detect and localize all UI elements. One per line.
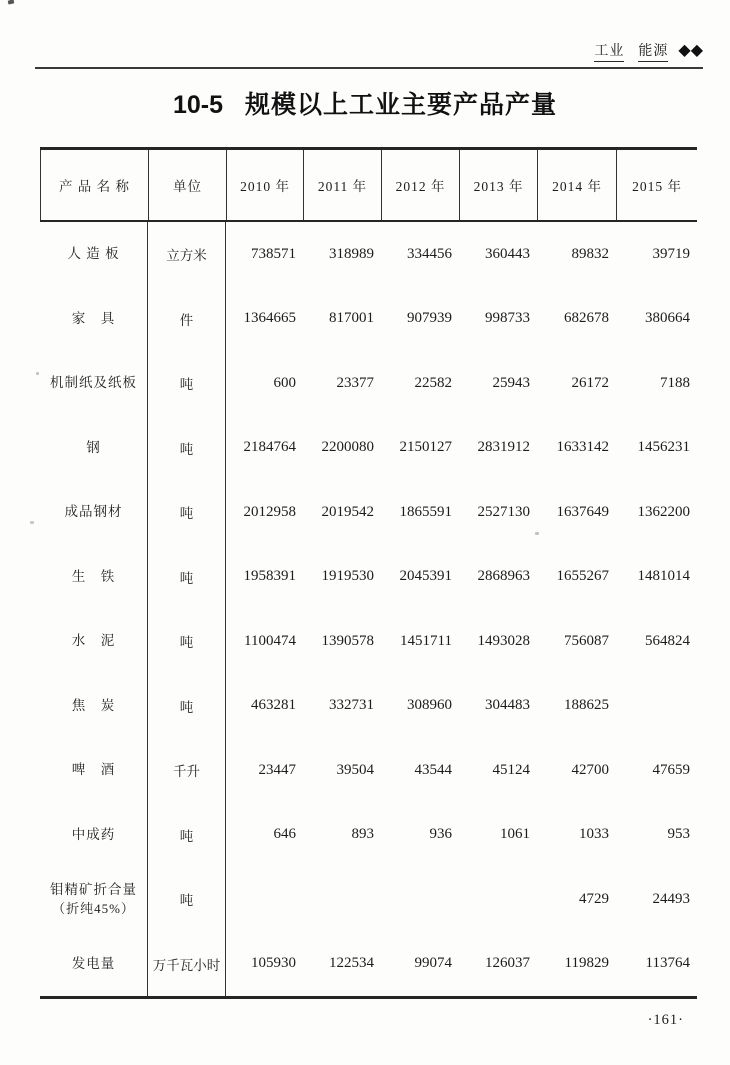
value-cell: 1958391 xyxy=(243,568,296,585)
value-cell: 105930 xyxy=(251,955,296,972)
value-cell: 23377 xyxy=(336,374,374,391)
header-cell-2010: 2010 年 xyxy=(226,150,303,220)
table-header-row xyxy=(40,147,697,222)
product-name-cell: 生 铁 xyxy=(40,545,148,610)
value-cell: 1655267 xyxy=(556,568,609,585)
value-cell: 1481014 xyxy=(637,568,690,585)
table-row xyxy=(40,222,697,287)
unit-cell: 立方米 xyxy=(148,222,226,287)
header-cell-2013: 2013 年 xyxy=(459,150,537,220)
page-number: ·161· xyxy=(647,1012,684,1028)
value-cell: 1919530 xyxy=(321,568,374,585)
value-cell: 308960 xyxy=(407,697,452,714)
product-name-cell: 家 具 xyxy=(40,287,148,352)
value-cell: 1865591 xyxy=(399,503,452,520)
product-name-cell: 中成药 xyxy=(40,803,148,868)
value-cell: 2019542 xyxy=(321,503,374,520)
value-cell: 463281 xyxy=(251,697,296,714)
value-cell: 7188 xyxy=(660,374,690,391)
header-cell-2011: 2011 年 xyxy=(303,150,381,220)
table-row xyxy=(40,932,697,997)
value-cell: 126037 xyxy=(485,955,530,972)
table-row xyxy=(40,738,697,803)
value-cell: 39719 xyxy=(652,245,690,262)
header-cell-2015: 2015 年 xyxy=(616,150,697,220)
scan-speck xyxy=(8,0,15,5)
value-cell: 318989 xyxy=(329,245,374,262)
product-name-cell: 钼精矿折合量 （折纯45%） xyxy=(40,867,148,932)
value-cell: 2184764 xyxy=(243,439,296,456)
table-row xyxy=(40,803,697,868)
unit-cell: 万千瓦小时 xyxy=(148,932,226,997)
unit-cell: 吨 xyxy=(148,867,226,932)
product-name-cell: 水 泥 xyxy=(40,609,148,674)
value-cell: 2831912 xyxy=(477,439,530,456)
header-cell-unit: 单位 xyxy=(148,150,226,220)
value-cell: 998733 xyxy=(485,310,530,327)
value-cell: 304483 xyxy=(485,697,530,714)
product-name-cell: 钢 xyxy=(40,416,148,481)
value-cell: 738571 xyxy=(251,245,296,262)
value-cell: 23447 xyxy=(258,761,296,778)
value-cell: 1390578 xyxy=(321,632,374,649)
value-cell xyxy=(381,867,459,932)
unit-cell: 吨 xyxy=(148,803,226,868)
value-cell: 89832 xyxy=(571,245,609,262)
table-number: 10-5 xyxy=(172,91,224,119)
table-row xyxy=(40,609,697,674)
value-cell: 953 xyxy=(667,826,690,843)
value-cell: 893 xyxy=(351,826,374,843)
value-cell: 817001 xyxy=(329,310,374,327)
product-name-cell: 啤 酒 xyxy=(40,738,148,803)
value-cell: 380664 xyxy=(645,310,690,327)
diamond-marks-icon: ◆◆ xyxy=(678,42,703,59)
value-cell: 45124 xyxy=(492,761,530,778)
value-cell: 4729 xyxy=(579,890,609,907)
value-cell: 936 xyxy=(429,826,452,843)
value-cell: 39504 xyxy=(336,761,374,778)
table-title-text: 规模以上工业主要产品产量 xyxy=(245,91,558,119)
header-cell-2014: 2014 年 xyxy=(537,150,616,220)
table-row xyxy=(40,416,697,481)
value-cell: 2527130 xyxy=(477,503,530,520)
table-row xyxy=(40,351,697,416)
product-name-cell: 成品钢材 xyxy=(40,480,148,545)
value-cell: 1637649 xyxy=(556,503,609,520)
value-cell: 43544 xyxy=(414,761,452,778)
value-cell: 2045391 xyxy=(399,568,452,585)
value-cell: 332731 xyxy=(329,697,374,714)
page-title xyxy=(0,85,730,121)
header-cell-2012: 2012 年 xyxy=(381,150,459,220)
value-cell: 1633142 xyxy=(556,439,609,456)
value-cell xyxy=(616,674,697,739)
section-label-industry: 工业 xyxy=(594,40,624,62)
value-cell: 564824 xyxy=(645,632,690,649)
value-cell xyxy=(303,867,381,932)
table-row xyxy=(40,287,697,352)
header-rule xyxy=(35,67,703,69)
table-row xyxy=(40,480,697,545)
value-cell: 682678 xyxy=(564,310,609,327)
value-cell: 1451711 xyxy=(400,632,452,649)
product-name-cell: 焦 炭 xyxy=(40,674,148,739)
value-cell: 188625 xyxy=(564,697,609,714)
value-cell: 1364665 xyxy=(243,310,296,327)
scan-speck xyxy=(36,372,39,375)
value-cell: 25943 xyxy=(492,374,530,391)
unit-cell: 千升 xyxy=(148,738,226,803)
product-name-cell: 机制纸及纸板 xyxy=(40,351,148,416)
product-name-cell: 发电量 xyxy=(40,932,148,997)
unit-cell: 吨 xyxy=(148,416,226,481)
running-head xyxy=(594,40,703,62)
value-cell: 646 xyxy=(273,826,296,843)
value-cell: 119829 xyxy=(564,955,609,972)
unit-cell: 吨 xyxy=(148,480,226,545)
value-cell: 1100474 xyxy=(244,632,296,649)
value-cell: 907939 xyxy=(407,310,452,327)
value-cell: 600 xyxy=(273,374,296,391)
product-name-cell: 人 造 板 xyxy=(40,222,148,287)
header-cell-product: 产 品 名 称 xyxy=(40,150,148,220)
table-row xyxy=(40,545,697,610)
value-cell: 26172 xyxy=(571,374,609,391)
section-label-energy: 能源 xyxy=(638,40,668,62)
table-row xyxy=(40,674,697,739)
value-cell xyxy=(226,867,303,932)
scan-speck xyxy=(30,521,34,524)
value-cell: 2150127 xyxy=(399,439,452,456)
value-cell: 24493 xyxy=(652,890,690,907)
value-cell: 99074 xyxy=(414,955,452,972)
value-cell: 334456 xyxy=(407,245,452,262)
value-cell: 122534 xyxy=(329,955,374,972)
unit-cell: 件 xyxy=(148,287,226,352)
value-cell: 47659 xyxy=(652,761,690,778)
value-cell: 756087 xyxy=(564,632,609,649)
value-cell: 42700 xyxy=(571,761,609,778)
value-cell: 1493028 xyxy=(477,632,530,649)
value-cell: 113764 xyxy=(645,955,690,972)
value-cell: 1061 xyxy=(500,826,530,843)
unit-cell: 吨 xyxy=(148,674,226,739)
statistics-table xyxy=(40,147,697,999)
table-body xyxy=(40,222,697,999)
value-cell: 2200080 xyxy=(321,439,374,456)
table-row xyxy=(40,867,697,932)
unit-cell: 吨 xyxy=(148,545,226,610)
unit-cell: 吨 xyxy=(148,609,226,674)
value-cell: 1033 xyxy=(579,826,609,843)
value-cell xyxy=(459,867,537,932)
value-cell: 1362200 xyxy=(637,503,690,520)
value-cell: 1456231 xyxy=(637,439,690,456)
value-cell: 2012958 xyxy=(243,503,296,520)
unit-cell: 吨 xyxy=(148,351,226,416)
value-cell: 22582 xyxy=(414,374,452,391)
value-cell: 360443 xyxy=(485,245,530,262)
value-cell: 2868963 xyxy=(477,568,530,585)
